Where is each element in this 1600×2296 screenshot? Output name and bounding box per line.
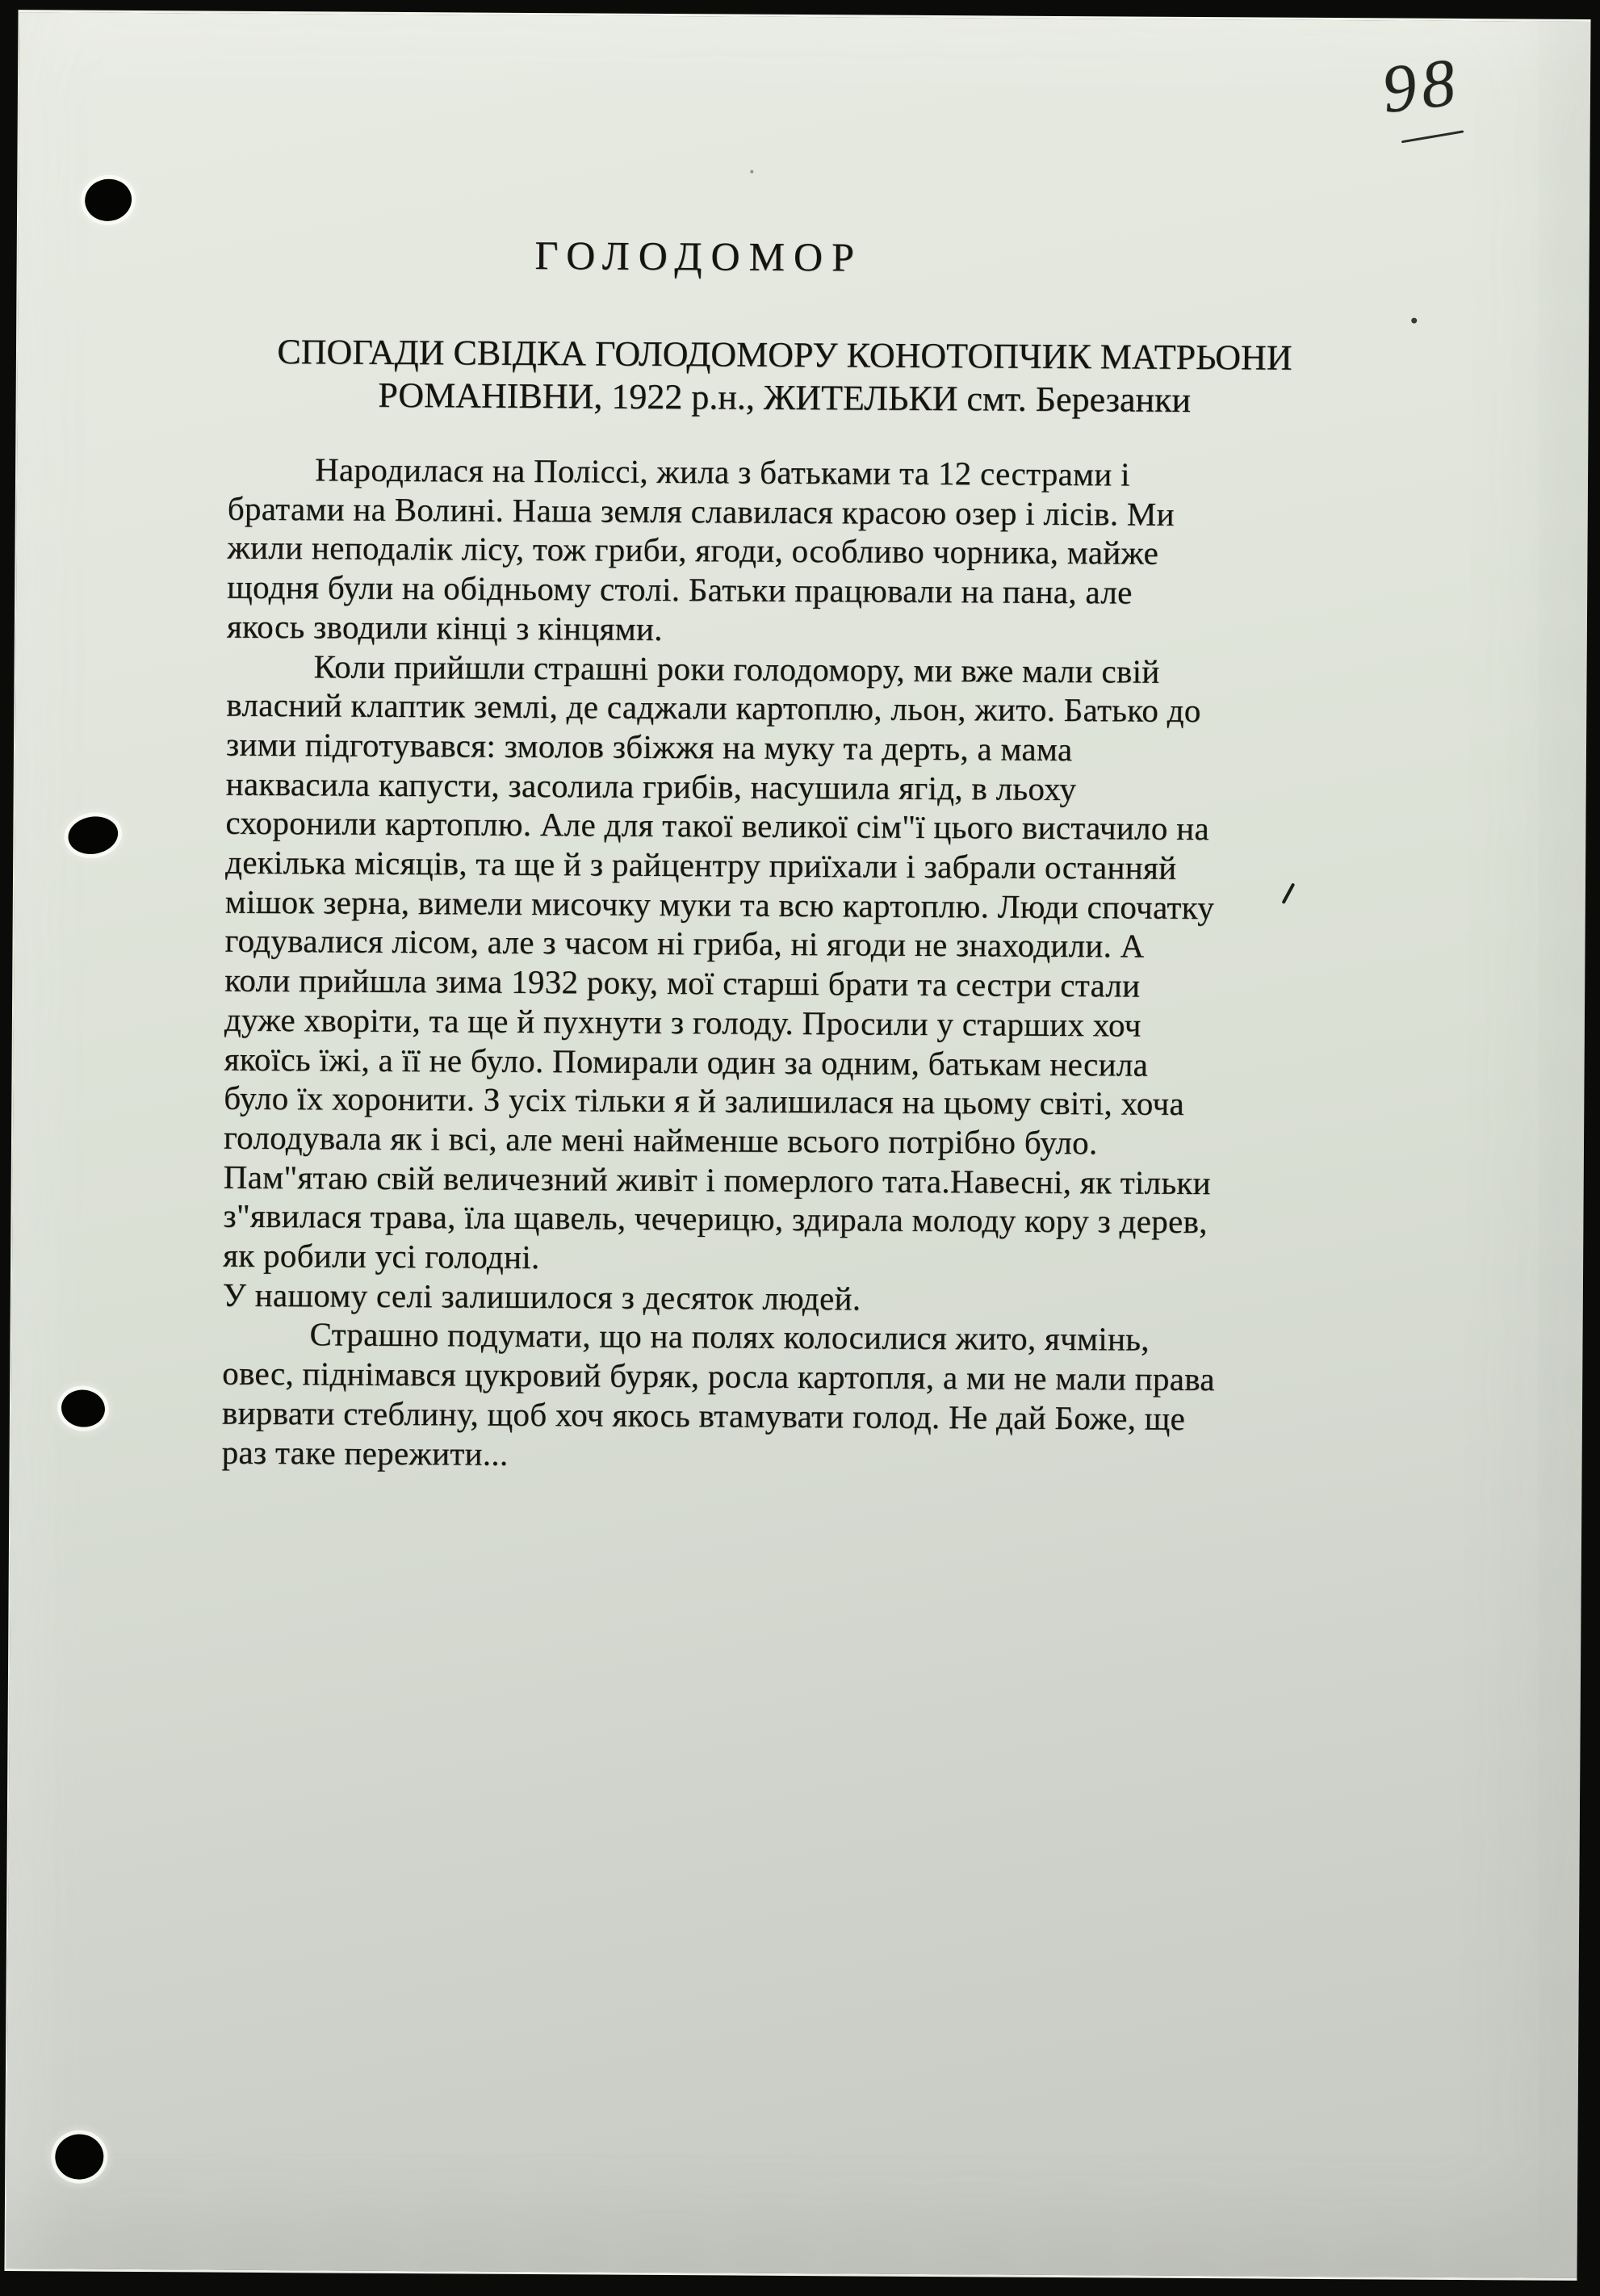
document-body bbox=[222, 450, 1375, 1479]
document-title: ГОЛОДОМОР bbox=[534, 232, 864, 280]
body-line: братами на Волині. Наша земля славилася красою озер і лісів. Ми bbox=[227, 489, 1175, 533]
body-line: схоронили картоплю. Але для такої великої сім"ї цього вистачило на bbox=[225, 803, 1210, 848]
body-line: овес, піднімався цукровий буряк, росла картопля, а ми не мали права bbox=[222, 1354, 1215, 1398]
handwritten-underline bbox=[1401, 130, 1464, 143]
body-line: з"явилася трава, їла щавель, чечерицю, здирала молоду кору з дерев, bbox=[223, 1197, 1208, 1241]
hole-punch bbox=[54, 2133, 105, 2181]
body-line: У нашому селі залишилося з десяток людей. bbox=[222, 1276, 861, 1318]
heading-line-1: СПОГАДИ СВІДКА ГОЛОДОМОРУ КОНОТОПЧИК МАТРЬОНИ bbox=[277, 332, 1292, 378]
hole-punch bbox=[65, 813, 121, 858]
body-line: декілька місяців, та ще й з райцентру приїхали і забрали останняй bbox=[224, 843, 1177, 886]
body-line: раз таке пережити... bbox=[221, 1433, 509, 1473]
body-line: власний клаптик землі, де саджали картоплю, льон, жито. Батько до bbox=[226, 685, 1201, 730]
body-line: як робили усі голодні. bbox=[223, 1236, 540, 1276]
body-line: Народилася на Поліссі, жила з батьками та 12 сестрами і bbox=[314, 450, 1130, 493]
ink-speck bbox=[750, 170, 753, 174]
heading-line-2: РОМАНІВНИ, 1922 р.н., ЖИТЕЛЬКИ смт. Березанки bbox=[378, 375, 1192, 420]
body-line: вирвати стеблину, щоб хоч якось втамувати голод. Не дай Боже, ще bbox=[221, 1393, 1186, 1437]
body-line: жили неподалік лісу, тож гриби, ягоди, особливо чорника, майже bbox=[227, 529, 1159, 572]
body-line: якось зводили кінці з кінцями. bbox=[226, 607, 663, 647]
hole-punch bbox=[60, 1388, 107, 1430]
body-line: Коли прийшли страшні роки голодомору, ми вже мали свій bbox=[313, 647, 1160, 690]
handwritten-page-number: 98 bbox=[1378, 44, 1464, 128]
body-line: коли прийшла зима 1932 року, мої старші брати та сестри стали bbox=[224, 961, 1141, 1004]
document-heading bbox=[0, 329, 1570, 424]
body-line: було їх хоронити. З усіх тільки я й залишилася на цьому світі, хоча bbox=[224, 1079, 1185, 1123]
hole-punch bbox=[82, 176, 134, 224]
body-line: дуже хворіти, та ще й пухнути з голоду. Просили у старших хоч bbox=[224, 1000, 1141, 1044]
document-page bbox=[4, 10, 1590, 2281]
body-line: якоїсь їжі, а її не було. Помирали один за одним, батькам несила bbox=[224, 1040, 1149, 1083]
body-line: годувалися лісом, але з часом ні гриба, ні ягоди не знаходили. А bbox=[224, 922, 1145, 966]
ink-speck bbox=[1411, 318, 1417, 324]
body-line: наквасила капусти, засолила грибів, насушила ягід, в льоху bbox=[225, 765, 1077, 807]
body-line: мішок зерна, вимели мисочку муки та всю картоплю. Люди спочатку bbox=[224, 882, 1215, 926]
body-line: Пам"ятаю свій величезний живіт і померлого тата.Навесні, як тільки bbox=[223, 1158, 1212, 1201]
body-line: зими підготувався: змолов збіжжя на муку та дерть, а мама bbox=[225, 725, 1073, 768]
body-line: щодня були на обідньому столі. Батьки працювали на пана, але bbox=[227, 568, 1133, 611]
body-line: Страшно подумати, що на полях колосилися жито, ячмінь, bbox=[309, 1315, 1150, 1359]
body-line: голодувала як і всі, але мені найменше всього потрібно було. bbox=[223, 1118, 1098, 1162]
